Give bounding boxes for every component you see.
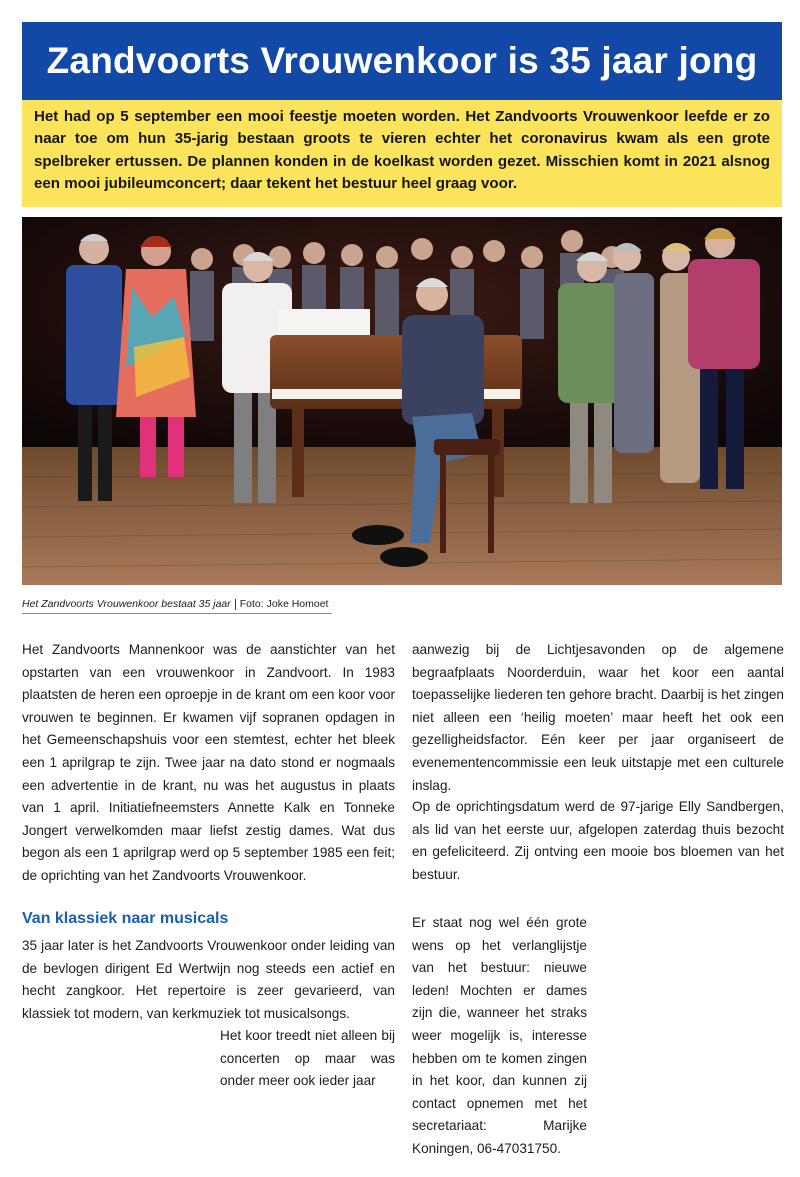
column-2-paragraph-2 [412, 796, 784, 886]
body-paragraph: Er staat nog wel één grote wens op het verlanglijstje van het bestuur: nieuwe leden! Mochten er dames zijn die, wanneer het straks weer mogelijk is, interesse hebben om te komen zingen in het koor, dan kunnen zij contact opnemen met het secretariaat: Marijke Koningen, 06-47031750. [412, 915, 587, 1156]
column-2-paragraph-1 [412, 639, 784, 797]
photo-caption [22, 596, 328, 612]
body-paragraph: aanwezig bij de Lichtjesavonden op de algemene begraafplaats Noorderduin, waar het koor een aantal toepasselijke liederen ten gehore bracht. Daarbij is het zingen niet alleen een ‘heilig moeten’ maar heeft het ook een gezelligheidsfactor. Eén keer per jaar organiseert de evenementencommissie een leuk uitstapje met een culturele inslag. [412, 642, 784, 793]
body-paragraph: Het Zandvoorts Mannenkoor was de aanstichter van het opstarten van een vrouwenkoor in Zandvoort. In 1983 plaatsten de heren een oproepje in de krant om een koor voor vrouwen te beginnen. Er kwamen vijf sopranen opdagen in het Gemeenschapshuis voor een stemtest, echter het bleek een 1 aprilgrap te zijn. Twee jaar na dato stond er nogmaals een advertentie in de krant, nu was het augustus in plaats van 1 april. Initiatiefneemsters Annette Kalk en Tonneke Jongert verwelkomden maar liefst zestig dames. Wat dus begon als een 1 aprilgrap werd op 5 september 1985 een feit; de oprichting van het Zandvoorts Vrouwenkoor. [22, 642, 395, 883]
column-2-paragraph-3 [412, 912, 587, 1161]
caption-separator [235, 599, 236, 610]
column-1-paragraph-1 [22, 639, 395, 888]
body-paragraph: 35 jaar later is het Zandvoorts Vrouwenkoor onder leiding van de bevlogen dirigent Ed Wertwijn nog steeds een actief en hecht zangkoor. Het repertoire is zeer gevarieerd, van klassiek tot modern, van kerkmuziek tot musicalsongs. [22, 938, 395, 1021]
column-1-paragraph-2 [22, 935, 395, 1025]
body-paragraph: Op de oprichtingsdatum werd de 97-jarige Elly Sandbergen, als lid van het eerste uur, afgelopen zaterdag thuis bezocht en gefeliciteerd. Zij ontving een mooie bos bloemen van het bestuur. [412, 799, 784, 882]
photo-credit: Foto: Joke Homoet [239, 598, 329, 610]
column-1-paragraph-3 [220, 1025, 395, 1093]
subheading: Van klassiek naar musicals [22, 910, 229, 927]
article-title: Zandvoorts Vrouwenkoor is 35 jaar jong [22, 22, 782, 100]
caption-text: Het Zandvoorts Vrouwenkoor bestaat 35 jaar [22, 598, 231, 610]
choir-photo [22, 217, 782, 585]
article-intro: Het had op 5 september een mooi feestje moeten worden. Het Zandvoorts Vrouwenkoor leefde er zo naar toe om hun 35-jarig bestaan groots te vieren echter het coronavirus kwam als een grote spelbreker ertussen. De plannen konden in de koelkast worden gezet. Misschien komt in 2021 alsnog een mooi jubileumconcert; daar tekent het bestuur heel graag voor. [22, 100, 782, 207]
body-paragraph: Het koor treedt niet alleen bij concerten op maar was onder meer ook ieder jaar [220, 1028, 395, 1089]
caption-rule [22, 613, 332, 614]
